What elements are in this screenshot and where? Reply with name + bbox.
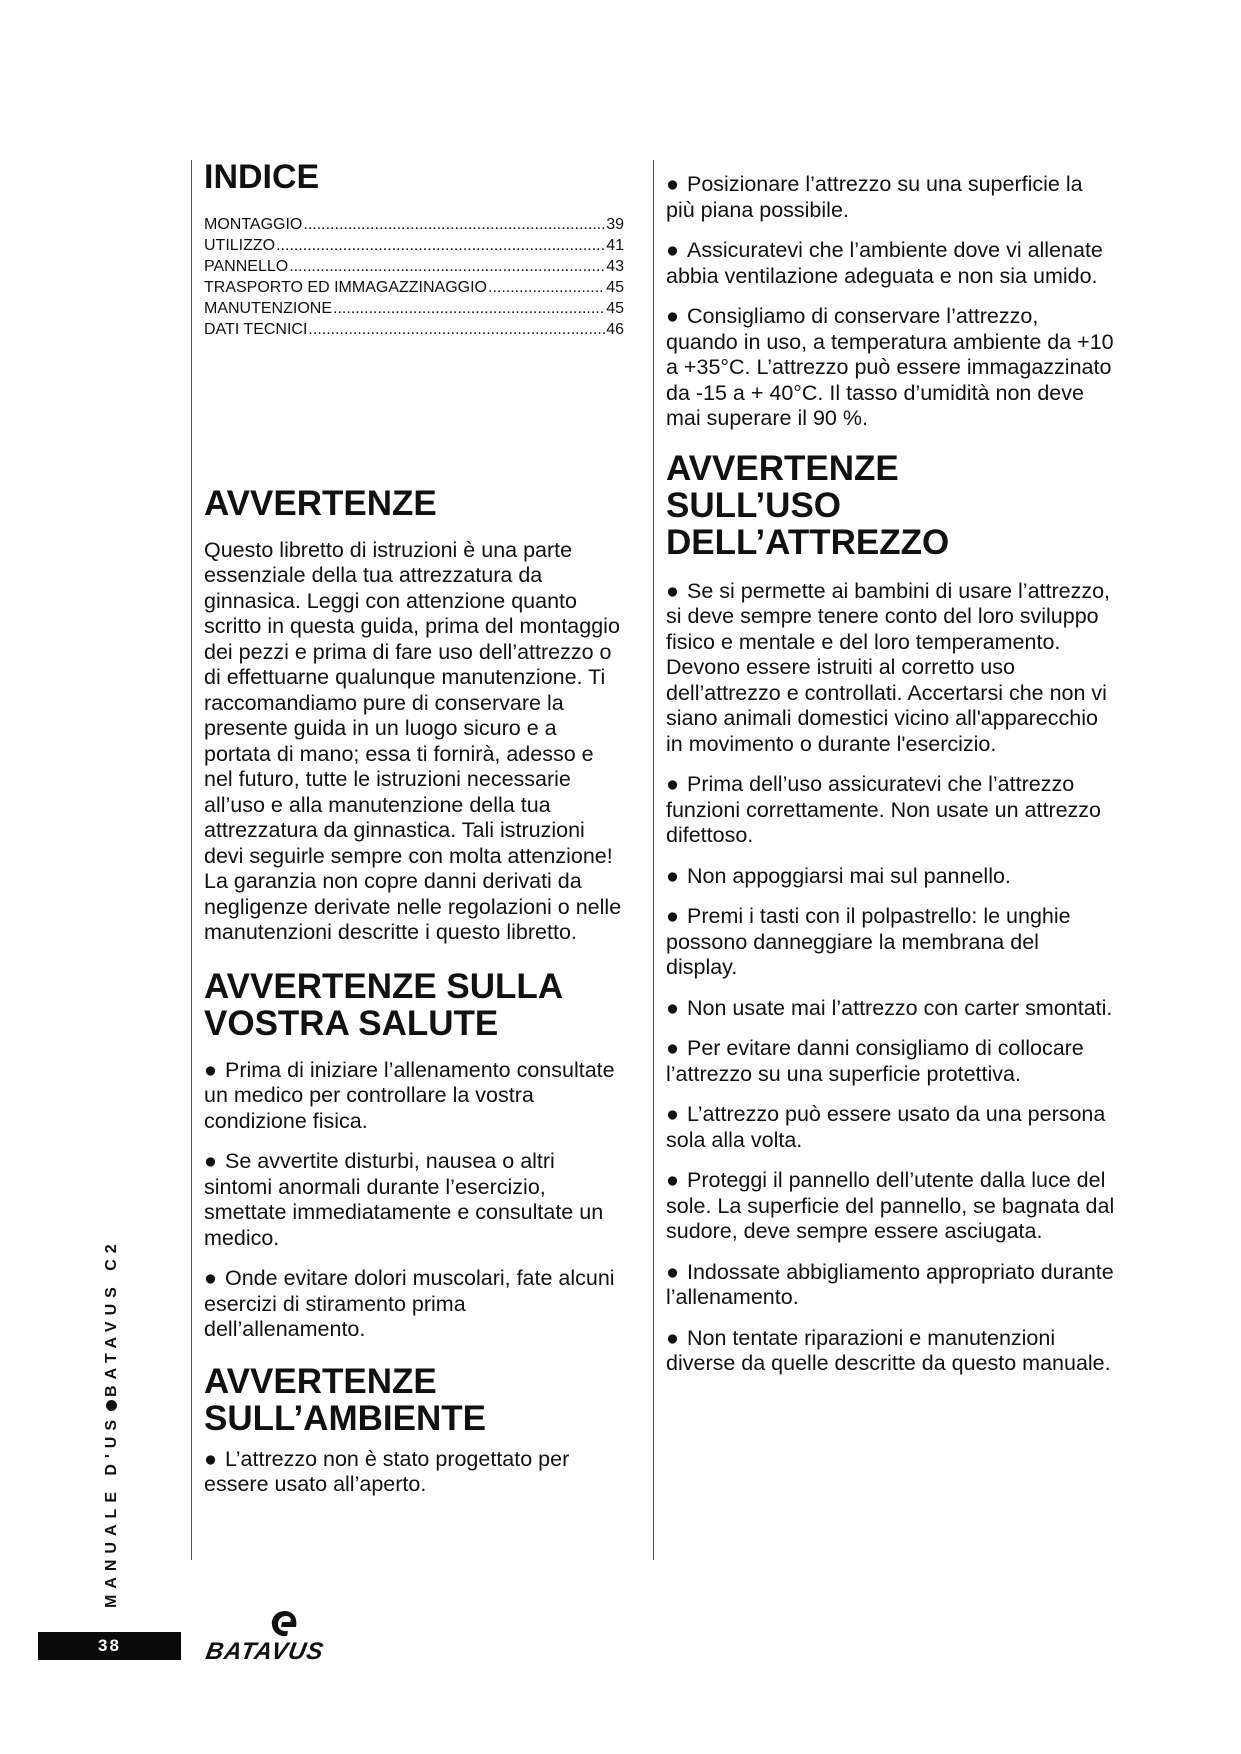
use-item: ● Non appoggiarsi mai sul pannello. bbox=[666, 863, 1011, 888]
bullet-icon: ● bbox=[666, 1259, 679, 1284]
manual-side-label: MANUALE D'USBATAVUS C2 bbox=[103, 1238, 120, 1608]
center-column-rule bbox=[653, 160, 654, 1560]
use-item: ● L’attrezzo può essere usato da una persona sola alla volta. bbox=[666, 1102, 1106, 1152]
environment-item: ● Assicuratevi che l’ambiente dove vi allenate abbia ventilazione adeguata e non sia umido. bbox=[666, 238, 1103, 288]
environment-item: ● L’attrezzo non è stato progettato per essere usato all’aperto. bbox=[204, 1446, 570, 1497]
health-item: ● Onde evitare dolori muscolari, fate alcuni esercizi di stiramento prima dell’allenamento. bbox=[204, 1266, 615, 1342]
left-column bbox=[204, 160, 624, 1513]
bullet-icon: ● bbox=[666, 238, 679, 262]
table-of-contents bbox=[204, 214, 624, 340]
toc-entry[interactable]: DATI TECNICI ..... 46 bbox=[204, 319, 624, 340]
bullet-icon: ● bbox=[666, 772, 679, 796]
bullet-icon: ● bbox=[204, 1266, 217, 1291]
toc-entry[interactable]: UTILIZZO ..... 41 bbox=[204, 235, 624, 256]
toc-entry[interactable]: PANNELLO ..... 43 bbox=[204, 256, 624, 277]
environment-warnings-heading: AVVERTENZE SULL’AMBIENTE bbox=[204, 1361, 486, 1438]
batavus-logo-icon bbox=[268, 1608, 302, 1640]
bullet-icon: ● bbox=[666, 1102, 679, 1126]
warnings-heading: AVVERTENZE bbox=[204, 483, 437, 523]
health-warnings-heading: AVVERTENZE SULLA VOSTRA SALUTE bbox=[204, 966, 562, 1043]
bullet-icon: ● bbox=[666, 863, 679, 888]
toc-entry[interactable]: MONTAGGIO ..... 39 bbox=[204, 214, 624, 235]
environment-item: ● Posizionare l’attrezzo su una superficie la più piana possibile. bbox=[666, 172, 1083, 222]
bullet-icon: ● bbox=[204, 1057, 217, 1082]
use-warnings-heading: AVVERTENZE SULL’USO DELL’ATTREZZO bbox=[666, 448, 950, 562]
index-title: INDICE bbox=[204, 158, 320, 196]
bullet-icon: ● bbox=[204, 1149, 217, 1174]
bullet-icon: ● bbox=[666, 995, 679, 1020]
health-item: ● Se avvertite disturbi, nausea o altri sintomi anormali durante l’esercizio, smettate immediatamente e consultate un medico. bbox=[204, 1149, 604, 1250]
page-number: 38 bbox=[38, 1632, 181, 1660]
warnings-paragraph: Questo libretto di istruzioni è una parte essenziale della tua attrezzatura da ginnasica. Leggi con attenzione quanto scritto in questa guida, prima del montaggio dei pezzi e prima di fare uso dell’attrezzo o di effettuarne qualunque manutenzione. Ti raccomandiamo pure di conservare la presente guida in un luogo sicuro e a portata di mano; essa ti fornirà, adesso e nel futuro, tutte le istruzioni necessarie all’uso e alla manutenzione della tua attrezzatura da ginnastica. Tali istruzioni devi seguirle sempre con molta attenzione! La garanzia non copre danni derivati da negligenze derivate nelle regolazioni o nelle manutenzioni descritte i questo libretto. bbox=[204, 537, 622, 945]
bullet-icon: ● bbox=[666, 904, 679, 928]
use-item: ● Non usate mai l’attrezzo con carter smontati. bbox=[666, 995, 1113, 1020]
bullet-icon: ● bbox=[204, 1446, 217, 1471]
bullet-icon: ● bbox=[666, 1168, 679, 1192]
right-column bbox=[666, 172, 1116, 1392]
dot-separator-icon bbox=[106, 1400, 117, 1411]
environment-item: ● Consigliamo di conservare l’attrezzo, quando in uso, a temperatura ambiente da +10 a +35°C. L’attrezzo può essere immagazzinato da -15 a + 40°C. Il tasso d’umidità non deve mai superare il 90 %. bbox=[666, 304, 1114, 430]
bullet-icon: ● bbox=[666, 578, 679, 603]
use-item: ● Indossate abbigliamento appropriato durante l’allenamento. bbox=[666, 1259, 1114, 1309]
bullet-icon: ● bbox=[666, 1325, 679, 1350]
toc-entry[interactable]: MANUTENZIONE ..... 45 bbox=[204, 298, 624, 319]
use-item: ● Per evitare danni consigliamo di collocare l’attrezzo su una superficie protettiva. bbox=[666, 1036, 1084, 1086]
bullet-icon: ● bbox=[666, 304, 679, 328]
health-item: ● Prima di iniziare l’allenamento consultate un medico per controllare la vostra condizione fisica. bbox=[204, 1057, 615, 1133]
use-item: ● Proteggi il pannello dell’utente dalla luce del sole. La superficie del pannello, se bagnata dal sudore, deve sempre essere asciugata. bbox=[666, 1168, 1115, 1243]
toc-entry[interactable]: TRASPORTO ED IMMAGAZZINAGGIO ..... 45 bbox=[204, 277, 624, 298]
left-column-rule bbox=[191, 160, 192, 1560]
use-item: ● Non tentate riparazioni e manutenzioni diverse da quelle descritte da questo manuale. bbox=[666, 1325, 1111, 1375]
bullet-icon: ● bbox=[666, 172, 679, 196]
use-item: ● Se si permette ai bambini di usare l’attrezzo, si deve sempre tenere conto del loro sviluppo fisico e mentale e del loro temperamento. Devono essere istruiti al corretto uso dell’attrezzo e controllati. Accertarsi che non vi siano animali domestici vicino all'apparecchio in movimento o durante l'esercizio. bbox=[666, 578, 1111, 756]
brand-wordmark: BATAVUS bbox=[203, 1638, 327, 1665]
use-item: ● Premi i tasti con il polpastrello: le unghie possono danneggiare la membrana del display. bbox=[666, 904, 1071, 979]
use-item: ● Prima dell’uso assicuratevi che l’attrezzo funzioni correttamente. Non usate un attrezzo difettoso. bbox=[666, 772, 1102, 847]
bullet-icon: ● bbox=[666, 1036, 679, 1060]
